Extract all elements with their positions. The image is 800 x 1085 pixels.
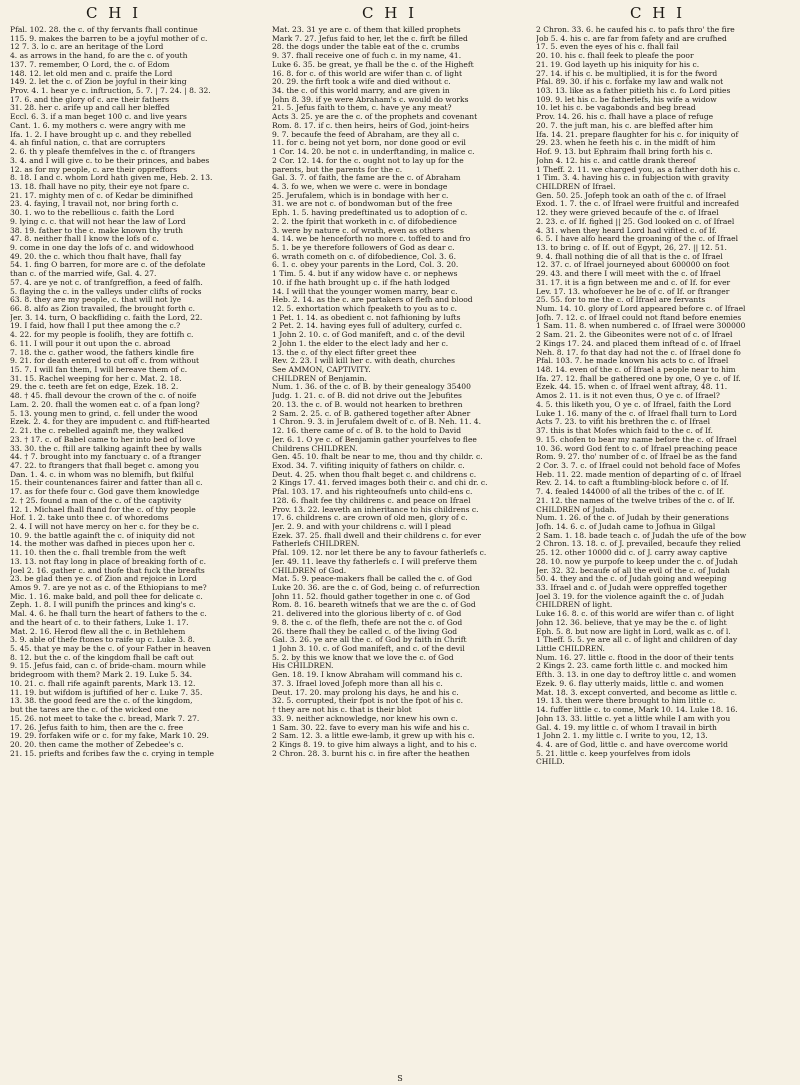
concordance-line: than c. of the married wife, Gal. 4. 27. bbox=[10, 270, 157, 279]
concordance-line: Eccl. 6. 3. if a man beget 100 c. and live years bbox=[10, 113, 187, 122]
concordance-line: 14. the mother was dafhed in pieces upon her c. bbox=[10, 540, 195, 549]
concordance-line: Pfal. 102. 28. the c. of thy fervants fhall continue bbox=[10, 26, 198, 34]
concordance-line: Deut. 4. 25. when thou fhalt beget c. and childrens c. bbox=[272, 470, 477, 479]
concordance-line: 2 Chron. 28. 3. burnt his c. in fire after the heathen bbox=[272, 749, 470, 758]
concordance-line: 50. 4. they and the c. of Judah going and weeping bbox=[536, 575, 727, 584]
concordance-line: 3. 4. and I will give c. to be their princes, and babes bbox=[10, 156, 210, 165]
concordance-line: Zeph. 1. 8. I will punifh the princes and king's c. bbox=[10, 601, 196, 610]
concordance-line: 21. 12. the names of the twelve tribes of the c. of If. bbox=[536, 496, 735, 505]
concordance-line: Mal. 4. 6. he fhall turn the heart of fathers to the c. bbox=[10, 610, 207, 619]
concordance-line: 15. their countenances fairer and fatter than all c. bbox=[10, 479, 203, 488]
concordance-line: 12. they were grieved becaufe of the c. of Ifrael bbox=[536, 209, 719, 218]
concordance-line: 29. 23. when he feeth his c. in the midft of him bbox=[536, 139, 716, 148]
concordance-line: Ezek. 9. 6. flay utterly maids, little c. and women bbox=[536, 679, 724, 688]
concordance-line: Pfal. 103. 7. he made known his acts to c. of Ifrael bbox=[536, 357, 729, 366]
concordance-line: 25. 12. other 10000 did c. of J. carry away captive bbox=[536, 549, 728, 558]
concordance-line: 4. 22. for my people is foolifh, they are fottifh c. bbox=[10, 331, 194, 340]
concordance-line: Efth. 3. 13. in one day to deftroy little c. and women bbox=[536, 671, 737, 680]
concordance-line: Rom. 8. 17. if c. then heirs, heirs of God, joint-heirs bbox=[272, 121, 469, 130]
concordance-line: John 12. 36. believe, that ye may be the c. of light bbox=[536, 618, 727, 627]
concordance-line: 4. 4. are of God, little c. and have overcome world bbox=[536, 740, 728, 749]
concordance-line: 2 Kings 17. 24. and placed them inftead of c. of Ifrael bbox=[536, 339, 741, 348]
concordance-line: Gal. 4. 19. my little c. of whom I travail in birth bbox=[536, 723, 717, 732]
concordance-line: 1 Tim. 3. 4. having his c. in fubjection with gravity bbox=[536, 174, 730, 183]
concordance-line: 1 John 2. 10. c. of God manifeft, and c. of the devil bbox=[272, 331, 465, 340]
concordance-line: 15. 7. I will fan them, I will bereave them of c. bbox=[10, 366, 188, 375]
concordance-line: Jer. 6. 1. O ye c. of Benjamin gather yourfelves to flee bbox=[272, 435, 477, 444]
concordance-line: 8. 12. but the c. of the kingdom fhall be caft out bbox=[10, 653, 194, 662]
concordance-line: 1 John 3. 10. c. of God manifeft, and c. of the devil bbox=[272, 645, 465, 654]
concordance-line: 149. 2. let the c. of Zion be joyful in their king bbox=[10, 78, 187, 87]
concordance-line: Prov. 4. 1. hear ye c. inftruction, 5. 7. | 7. 24. | 8. 32. bbox=[10, 87, 211, 96]
concordance-line: See AMMON, CAPTIVITY. bbox=[272, 366, 371, 375]
concordance-line: Num. 14. 10. glory of Lord appeared before c. of Ifrael bbox=[536, 305, 746, 313]
concordance-line: 137. 7. remember, O Lord, the c. of Edom bbox=[10, 60, 170, 69]
concordance-line: Rom. 8. 16. beareth witnefs that we are the c. of God bbox=[272, 601, 476, 610]
concordance-line: 17. 6. and the glory of c. are their fathers bbox=[10, 95, 170, 104]
concordance-line: 33. 9. neither acknowledge, nor knew his own c. bbox=[272, 714, 458, 723]
concordance-line: 5. 21. little c. keep yourfelves from idols bbox=[536, 749, 691, 758]
concordance-line: † they are not his c. that is their blot bbox=[272, 706, 412, 715]
concordance-line: Ifa. 1. 2. I have brought up c. and they rebelled bbox=[10, 130, 192, 139]
concordance-line: 9. 15. Jefus faid, can c. of bride-cham. mourn while bbox=[10, 662, 206, 671]
concordance-line: 2 Pet. 2. 14. having eyes full of adultery, curfed c. bbox=[272, 322, 463, 331]
concordance-line: Ifa. 27. 12. fhall be gathered one by one, O ye c. of If. bbox=[536, 374, 741, 383]
concordance-line: Rom. 9. 27. tho' number of c. of Ifrael be as the fand bbox=[536, 453, 738, 462]
concordance-line: 7. 18. the c. gather wood, the fathers kindle fire bbox=[10, 348, 195, 357]
concordance-line: CHILDREN of Benjamin. bbox=[272, 374, 367, 383]
concordance-line: 20. 29. the firft took a wife and died without c. bbox=[272, 78, 451, 87]
concordance-line: Hof. 9. 13. but Ephraim fhall bring forth his c. bbox=[536, 148, 713, 157]
column-right bbox=[536, 26, 792, 1073]
concordance-line: 5. 1. be ye therefore followers of God as dear c. bbox=[272, 243, 455, 252]
concordance-line: John 11. 52. fhould gather together in one c. of God bbox=[272, 592, 471, 601]
concordance-line: Joel 3. 19. for the violence againft the c. of Judah bbox=[536, 592, 724, 601]
concordance-line: 28. 10. now ye purpofe to keep under the c. of Judah bbox=[536, 557, 738, 566]
concordance-line: Gal. 3. 26. ye are all the c. of God by faith in Chrift bbox=[272, 636, 467, 645]
concordance-line: CHILDREN of Ifrael. bbox=[536, 182, 616, 191]
concordance-line: Pfal. 109. 12. nor let there be any to favour fatherlefs c. bbox=[272, 549, 487, 558]
concordance-line: Eph. 1. 5. having predeftinated us to adoption of c. bbox=[272, 209, 468, 218]
concordance-line: 34. the c. of this world marry, and are given in bbox=[272, 87, 450, 96]
concordance-line: 2. 2. the fpirit that worketh in c. of difobedience bbox=[272, 217, 457, 226]
concordance-line: Eph. 5. 8. but now are light in Lord, walk as c. of l. bbox=[536, 627, 731, 636]
concordance-line: 2 Chron. 13. 18. c. of J. prevailed, becaufe they relied bbox=[536, 540, 741, 549]
concordance-line: Ifa. 14. 21. prepare flaughter for his c. for iniquity of bbox=[536, 130, 739, 139]
concordance-line: 2. 6. th y pleafe themfelves in the c. of ftrangers bbox=[10, 148, 195, 157]
concordance-line: 23. 4. faying, I travail not, nor bring forth c. bbox=[10, 200, 179, 209]
concordance-line: 19. 29. forfaken wife or c. for my fake, Mark 10. 29. bbox=[10, 732, 209, 741]
concordance-line: Jofh. 7. 12. c. of Ifrael could not ftand before enemies bbox=[536, 313, 742, 322]
header-center: C H I bbox=[362, 4, 418, 22]
concordance-line: CHILD. bbox=[536, 758, 565, 767]
concordance-line: 31. 28. her c. arife up and call her bleffed bbox=[10, 104, 170, 113]
concordance-line: 19. I faid, how fhall I put thee among the c.? bbox=[10, 322, 181, 331]
concordance-line: Amos 2. 11. is it not even thus, O ye c. of Ifrael? bbox=[536, 392, 720, 401]
concordance-line: 11. 10. then the c. fhall tremble from the weft bbox=[10, 549, 186, 558]
concordance-line: 8. 18. I and c. whom Lord hath given me, Heb. 2. 13. bbox=[10, 174, 213, 183]
concordance-line: 37. this is that Mofes which faid to the c. of If. bbox=[536, 427, 713, 436]
concordance-line: Luke 16. 8. c. of this world are wifer than c. of light bbox=[536, 610, 734, 619]
concordance-line: 6. 11. I will pour it out upon the c. abroad bbox=[10, 339, 171, 348]
concordance-line: 12 7. 3. lo c. are an heritage of the Lord bbox=[10, 43, 164, 52]
concordance-line: Mat. 5. 9. peace-makers fhall be called the c. of God bbox=[272, 575, 473, 584]
concordance-line: Exod. 1. 7. the c. of Ifrael were fruitful and increafed bbox=[536, 200, 740, 209]
concordance-line: 2 Sam. 12. 3. a little ewe-lamb, it grew up with his c. bbox=[272, 732, 475, 741]
concordance-line: Jer. 2. 9. and with your childrens c. will I plead bbox=[272, 522, 452, 531]
concordance-line: 20. 13. the c. of B. would not hearken to brethren bbox=[272, 400, 463, 409]
concordance-line: 7. 4. fealed 144000 of all the tribes of the c. of If. bbox=[536, 488, 725, 497]
concordance-line: 13. the c. of thy elect fifter greet thee bbox=[272, 348, 417, 357]
concordance-line: 2 Cor. 12. 14. for the c. ought not to lay up for the bbox=[272, 156, 464, 165]
concordance-line: 9. 4. fhall nothing die of all that is the c. of Ifrael bbox=[536, 252, 723, 261]
concordance-line: 11. 19. but wifdom is juftified of her c. Luke 7. 35. bbox=[10, 688, 203, 697]
concordance-line: 27. 14. if his c. be multiplied, it is for the fword bbox=[536, 69, 718, 78]
concordance-line: 29. the c. teeth are fet on edge, Ezek. 18. 2. bbox=[10, 383, 179, 392]
concordance-line: 54. 1. fing O barren, for more are c. of the defolate bbox=[10, 261, 206, 270]
concordance-line: 25. 55. for to me the c. of Ifrael are fervants bbox=[536, 296, 706, 305]
concordance-line: 128. 6. fhalt fee thy childrens c. and peace on Ifrael bbox=[272, 496, 471, 505]
concordance-line: Little CHILDREN. bbox=[536, 645, 605, 654]
concordance-line: 16. 8. for c. of this world are wifer than c. of light bbox=[272, 69, 463, 78]
concordance-line: 109. 9. let his c. be fatherlefs, his wife a widow bbox=[536, 95, 717, 104]
concordance-line: Jer. 32. 32. becaufe of all the evil of the c. of Judah bbox=[536, 566, 730, 575]
concordance-line: Ezek. 2. 4. for they are impudent c. and ftiff-hearted bbox=[10, 418, 210, 427]
concordance-line: 10. 21. c. fhall rife againft parents, Mark 13. 12. bbox=[10, 679, 196, 688]
concordance-line: Heb. 11. 22. made mention of departing of c. of Ifrael bbox=[536, 470, 742, 479]
concordance-line: CHILDREN of Judah. bbox=[536, 505, 617, 514]
concordance-line: 4. as arrows in the hand, fo are the c. of youth bbox=[10, 52, 188, 61]
concordance-line: 31. 15. Rachel weeping for her c. Mat. 2. 18. bbox=[10, 374, 182, 383]
concordance-line: Mat. 18. 3. except converted, and become as little c. bbox=[536, 688, 738, 697]
concordance-line: 13. to bring c. of If. out of Egypt, 26, 27. || 12. 51. bbox=[536, 243, 727, 252]
concordance-line: 38. 19. father to the c. make known thy truth bbox=[10, 226, 183, 235]
concordance-line: 5. 13. young men to grind, c. fell under the wood bbox=[10, 409, 198, 418]
concordance-line: 20. 20. then came the mother of Zebedee's c. bbox=[10, 740, 184, 749]
concordance-line: 66. 8. alfo as Zion travailed, fhe brought forth c. bbox=[10, 305, 196, 313]
concordance-line: Num. 1. 26. of the c. of Judah by their generations bbox=[536, 514, 729, 523]
concordance-line: Rev. 2. 14. to caft a ftumbling-block before c. of If. bbox=[536, 479, 729, 488]
concordance-line: 10. 9. the battle againft the c. of iniquity did not bbox=[10, 531, 195, 540]
concordance-line: Num. 1. 36. of the c. of B. by their genealogy 35400 bbox=[272, 383, 471, 392]
concordance-line: Judg. 1. 21. c. of B. did not drive out the Jebufites bbox=[272, 392, 462, 401]
concordance-line: 17. 6. childrens c. are crown of old men, glory of c. bbox=[272, 514, 468, 523]
concordance-line: 9. lying c. c. that will not hear the law of Lord bbox=[10, 217, 186, 226]
concordance-line: 4. 3. fo we, when we were c. were in bondage bbox=[272, 182, 448, 191]
concordance-line: CHILDREN of God. bbox=[272, 566, 347, 575]
concordance-line: 2. 21. the c. rebelled againft me, they walked bbox=[10, 427, 184, 436]
concordance-line: 1 Theff. 5. 5. ye are all c. of light and children of day bbox=[536, 636, 738, 645]
concordance-line: Fatherlefs CHILDREN. bbox=[272, 540, 360, 549]
concordance-line: Amos 9. 7. are ye not as c. of the Ethiopians to me? bbox=[10, 584, 207, 592]
concordance-line: 21. 5. Jefus faith to them, c. have ye any meat? bbox=[272, 104, 452, 113]
concordance-line: 20. 7. the juft man, his c. are bleffed after him bbox=[536, 121, 714, 130]
concordance-line: Cant. 1. 6. my mothers c. were angry with me bbox=[10, 121, 186, 130]
concordance-line: 21. 17. mighty men of c. of Kedar be diminifhed bbox=[10, 191, 194, 200]
concordance-line: Gen. 45. 10. fhalt be near to me, thou and thy childr. c. bbox=[272, 453, 483, 462]
column-left bbox=[10, 26, 264, 1073]
concordance-line: 5. 2. by this we know that we love the c. of God bbox=[272, 653, 454, 662]
concordance-line: 30. 1. wo to the rebellious c. faith the Lord bbox=[10, 209, 175, 218]
concordance-line: 1 Chron. 9. 3. in Jerufalem dwelt of c. of B. Neh. 11. 4. bbox=[272, 418, 481, 427]
concordance-line: 33. Ifrael and c. of Judah were oppreffed together bbox=[536, 584, 727, 592]
concordance-line: 49. 20. the c. which thou fhalt have, fhall fay bbox=[10, 252, 182, 261]
concordance-line: 1 Sam. 11. 8. when numbered c. of Ifrael were 300000 bbox=[536, 322, 746, 331]
concordance-line: 25. Jerufalem, which is in bondage with her c. bbox=[272, 191, 449, 200]
concordance-line: Ezek. 44. 15. when c. of Ifrael went aftray, 48. 11. bbox=[536, 383, 728, 392]
concordance-line: 47. 8. neither fhall I know the lofs of c. bbox=[10, 235, 159, 244]
concordance-line: 9. 7. becaufe the feed of Abraham, are they all c. bbox=[272, 130, 460, 139]
concordance-line: 44. † 7. brought into my fanctuary c. of a ftranger bbox=[10, 453, 201, 462]
concordance-line: 4. 5. this liketh you, O ye c. of Ifrael, faith the Lord bbox=[536, 400, 732, 409]
concordance-line: 23. † 17. c. of Babel came to her into bed of love bbox=[10, 435, 196, 444]
signature-mark: S bbox=[397, 1074, 403, 1083]
concordance-line: 3. 9. able of thefe ftones to raife up c. Luke 3. 8. bbox=[10, 636, 195, 645]
concordance-line: 2 Sam. 2. 25. c. of B. gathered together after Abner bbox=[272, 409, 471, 418]
concordance-line: 10. if fhe hath brought up c. if fhe hath lodged bbox=[272, 278, 450, 287]
concordance-line: 15. 26. not meet to take the c. bread, Mark 7. 27. bbox=[10, 714, 200, 723]
concordance-line: 6. 5. I have alfo heard the groaning of the c. of Ifrael bbox=[536, 235, 739, 244]
concordance-line: Rev. 2. 23. I will kill her c. with death, churches bbox=[272, 357, 456, 366]
concordance-line: 32. 5. corrupted, their fpot is not the fpot of his c. bbox=[272, 697, 463, 706]
concordance-line: 2 Kings 2. 23. came forth little c. and mocked him bbox=[536, 662, 728, 671]
concordance-line: 12. 37. c. of Ifrael journeyed about 600000 on foot bbox=[536, 261, 730, 270]
concordance-line: 17. as for thefe four c. God gave them knowledge bbox=[10, 488, 200, 497]
concordance-line: Gen. 50. 25. Jofeph took an oath of the c. of Ifrael bbox=[536, 191, 727, 200]
concordance-line: 4. ah finful nation, c. that are corrupters bbox=[10, 139, 166, 148]
concordance-line: 21. 15. priefts and fcribes faw the c. crying in temple bbox=[10, 749, 214, 758]
concordance-line: 5. 45. that ye may be the c. of your Father in heaven bbox=[10, 645, 211, 654]
concordance-line: 12. as for my people, c. are their oppreffors bbox=[10, 165, 178, 174]
concordance-line: 9. come in one day the lofs of c. and widowhood bbox=[10, 243, 194, 252]
concordance-line: Job 5. 4. his c. are far from fafety and are crufhed bbox=[536, 34, 727, 43]
concordance-line: Acts 3. 25. ye are the c. of the prophets and covenant bbox=[272, 113, 478, 122]
concordance-line: 21. delivered into the glorious liberty of c. of God bbox=[272, 610, 462, 619]
concordance-line: Lam. 2. 20. fhall the women eat c. of a fpan long? bbox=[10, 400, 200, 409]
concordance-line: 23. be glad then ye c. of Zion and rejoice in Lord bbox=[10, 575, 197, 584]
concordance-line: 148. 12. let old men and c. praife the Lord bbox=[10, 69, 173, 78]
concordance-line: 2. † 25. found a man of the c. of the captivity bbox=[10, 496, 182, 505]
concordance-line: 31. 17. it is a fign between me and c. of If. for ever bbox=[536, 278, 731, 287]
concordance-line: 4. 14. we be henceforth no more c. toffed to and fro bbox=[272, 235, 471, 244]
concordance-line: Jer. 3. 14. turn, O backfliding c. faith the Lord, 22. bbox=[10, 313, 203, 322]
concordance-line: 37. 3. Ifrael loved Jofeph more than all his c. bbox=[272, 679, 443, 688]
concordance-line: Mic. 1. 16. make bald, and poll thee for delicate c. bbox=[10, 592, 203, 601]
concordance-line: 57. 4. are ye not c. of tranfgreffion, a feed of falfh. bbox=[10, 278, 203, 287]
concordance-line: Mark 7. 27. Jefus faid to her, let the c. firft be filled bbox=[272, 34, 468, 43]
concordance-line: 10. let his c. be vagabonds and beg bread bbox=[536, 104, 696, 113]
header-right: C H I bbox=[630, 4, 686, 22]
concordance-line: CHILDREN of light. bbox=[536, 601, 613, 610]
concordance-line: 148. 14. even of the c. of Ifrael a people near to him bbox=[536, 366, 736, 375]
concordance-line: 1 Cor. 14. 20. be not c. in underftanding, in malice c. bbox=[272, 148, 475, 157]
concordance-line: Deut. 17. 20. may prolong his days, he and his c. bbox=[272, 688, 459, 697]
concordance-line: 9. 21. for death entered to cut off c. from without bbox=[10, 357, 200, 366]
concordance-line: Jofh. 14. 6. c. of Judah came to Jofhua in Gilgal bbox=[536, 522, 716, 531]
running-header bbox=[0, 4, 800, 26]
concordance-line: John 13. 33. little c. yet a little while I am with you bbox=[536, 714, 731, 723]
concordance-line: Childrens CHILDREN. bbox=[272, 444, 358, 453]
concordance-line: 2 Kings 8. 19. to give him always a light, and to his c. bbox=[272, 740, 477, 749]
concordance-line: His CHILDREN. bbox=[272, 662, 334, 671]
concordance-line: 6. 1. c. obey your parents in the Lord, Col. 3. 20. bbox=[272, 261, 459, 270]
concordance-line: 13. 13. not ftay long in place of breaking forth of c. bbox=[10, 557, 206, 566]
concordance-line: but the tares are the c. of the wicked one bbox=[10, 706, 169, 715]
concordance-line: 26. there fhall they be called c. of the living God bbox=[272, 627, 458, 636]
concordance-line: Lev. 17. 13. whofoever he be of c. of If. or ftranger bbox=[536, 287, 730, 296]
concordance-line: 103. 13. like as a father pitieth his c. fo Lord pities bbox=[536, 87, 731, 96]
concordance-line: Ezek. 37. 25. fhall dwell and their childrens c. for ever bbox=[272, 531, 481, 540]
concordance-line: Luke 1. 16. many of the c. of Ifrael fhall turn to Lord bbox=[536, 409, 738, 418]
concordance-line: 19. 13. then were there brought to him little c. bbox=[536, 697, 716, 706]
concordance-line: Pfal. 103. 17. and his righteoufnefs unto child-ens c. bbox=[272, 488, 473, 497]
concordance-line: 10. 36. word God fent to c. of Ifrael preaching peace bbox=[536, 444, 738, 453]
concordance-line: John 8. 39. if ye were Abraham's c. would do works bbox=[272, 95, 469, 104]
concordance-line: 9. 15. chofen to bear my name before the c. of Ifrael bbox=[536, 435, 737, 444]
concordance-line: 9. 8. the c. of the flefh, thefe are not the c. of God bbox=[272, 618, 463, 627]
concordance-line: 47. 22. to ftrangers that fhall beget c. among you bbox=[10, 461, 199, 470]
concordance-line: Acts 7. 23. to vifit his brethren the c. of Ifrael bbox=[536, 418, 711, 427]
concordance-line: 13. 18. fhall have no pity, their eye not fpare c. bbox=[10, 182, 190, 191]
concordance-line: Exod. 34. 7. vifiting iniquity of fathers on childr. c. bbox=[272, 461, 465, 470]
concordance-line: 21. 19. God layeth up his iniquity for his c. bbox=[536, 60, 700, 69]
concordance-line: John 4. 12. his c. and cattle drank thereof bbox=[536, 156, 696, 165]
concordance-line: 2 Sam. 21. 2. the Gibeonites were not of c. of Ifrael bbox=[536, 331, 733, 340]
concordance-line: 6. wrath cometh on c. of difobedience, Col. 3. 6. bbox=[272, 252, 456, 261]
concordance-line: 2 Chron. 33. 6. he caufed his c. to pafs thro' the fire bbox=[536, 26, 735, 34]
concordance-line: and the heart of c. to their fathers, Luke 1. 17. bbox=[10, 618, 189, 627]
concordance-line: 1 Pet. 1. 14. as obedient c. not fafhioning by lufts bbox=[272, 313, 461, 322]
concordance-line: Prov. 13. 22. leaveth an inheritance to his childrens c. bbox=[272, 505, 479, 514]
concordance-line: bridegroom with them? Mark 2. 19. Luke 5. 34. bbox=[10, 671, 193, 680]
concordance-line: Hof. 1. 2. take unto thee c. of whoredoms bbox=[10, 514, 169, 523]
concordance-line: 17. 5. even the eyes of his c. fhall fail bbox=[536, 43, 679, 52]
concordance-line: 1 Sam. 30. 22. fave to every man his wife and his c. bbox=[272, 723, 470, 732]
concordance-line: 11. for c. being not yet born, nor done good or evil bbox=[272, 139, 466, 148]
concordance-line: 12. 5. exhortation which fpeaketh to you as to c. bbox=[272, 305, 458, 313]
concordance-line: 14. I will that the younger women marry, bear c. bbox=[272, 287, 458, 296]
concordance-line: 33. 30. the c. ftill are talking againft thee by walls bbox=[10, 444, 202, 453]
concordance-line: 2 John 1. the elder to the elect lady and her c. bbox=[272, 339, 449, 348]
concordance-line: Luke 20. 36. are the c. of God, being c. of refurrection bbox=[272, 584, 480, 592]
concordance-line: Heb. 2. 14. as the c. are partakers of flefh and blood bbox=[272, 296, 473, 305]
concordance-line: 14. fuffer little c. to come, Mark 10. 14. Luke 18. 16. bbox=[536, 706, 738, 715]
concordance-line: 4. 31. when they heard Lord had vifited c. of If. bbox=[536, 226, 717, 235]
concordance-line: 29. 43. and there I will meet with the c. of Ifrael bbox=[536, 270, 721, 279]
concordance-line: 63. 8. they are my people, c. that will not lye bbox=[10, 296, 182, 305]
concordance-line: 48. † 45. fhall devour the crown of the c. of noife bbox=[10, 392, 197, 401]
concordance-line: Mat. 2. 16. Herod flew all the c. in Bethlehem bbox=[10, 627, 186, 636]
concordance-line: 28. the dogs under the table eat of the c. crumbs bbox=[272, 43, 460, 52]
concordance-line: Gen. 18. 19. I know Abraham will command his c. bbox=[272, 671, 463, 680]
concordance-line: 2 Sam. 1. 18. bade teach c. of Judah the ufe of the bow bbox=[536, 531, 747, 540]
concordance-line: Mat. 23. 31 ye are c. of them that killed prophets bbox=[272, 26, 461, 34]
concordance-line: Gal. 3. 7. of faith, the fame are the c. of Abraham bbox=[272, 174, 461, 183]
concordance-line: 2. 23. c. of If. fighed || 25. God looked on c. of Ifrael bbox=[536, 217, 735, 226]
concordance-line: 5. flaying the c. in the valleys under clifts of rocks bbox=[10, 287, 202, 296]
concordance-line: 1 Theff. 2. 11. we charged you, as a father doth his c. bbox=[536, 165, 741, 174]
header-left: C H I bbox=[86, 4, 142, 22]
column-middle bbox=[272, 26, 527, 1073]
concordance-line: 20. 10. his c. fhall feek to pleafe the poor bbox=[536, 52, 694, 61]
concordance-line: 13. 38. the good feed are the c. of the kingdom, bbox=[10, 697, 193, 706]
concordance-line: 12. 1. Michael fhall ftand for the c. of thy people bbox=[10, 505, 196, 514]
concordance-line: Prov. 14. 26. his c. fhall have a place of refuge bbox=[536, 113, 714, 122]
concordance-line: 31. we are not c. of bondwoman but of the free bbox=[272, 200, 453, 209]
concordance-line: Dan. 1. 4. c. in whom was no blemifh, but fkilful bbox=[10, 470, 194, 479]
concordance-line: 12. 16. there came of c. of B. to the hold to David bbox=[272, 427, 462, 436]
concordance-line: Joel 2. 16. gather c. and thofe that fuck the breafts bbox=[10, 566, 205, 575]
concordance-line: 9. 37. fhall receive one of fuch c. in my name, 41. bbox=[272, 52, 462, 61]
concordance-line: Num. 16. 27. little c. ftood in the door of their tents bbox=[536, 653, 734, 662]
concordance-line: Luke 6. 35. be great, ye fhall be the c. of the Higheft bbox=[272, 60, 474, 69]
concordance-line: 17. 26. Jefus faith to him, then are the c. free bbox=[10, 723, 184, 732]
concordance-line: Jer. 49. 11. leave thy fatherlefs c. I will preferve them bbox=[272, 557, 478, 566]
concordance-line: 1 Tim. 5. 4. but if any widow have c. or nephews bbox=[272, 270, 458, 279]
concordance-line: Neh. 8. 17. fo that day had not the c. of Ifrael done fo bbox=[536, 348, 741, 357]
concordance-line: 2 Kings 17. 41. ferved images both their c. and chi dr. c. bbox=[272, 479, 488, 488]
concordance-line: parents, but the parents for the c. bbox=[272, 165, 403, 174]
concordance-line: 3. were by nature c. of wrath, even as others bbox=[272, 226, 444, 235]
concordance-line: 1 John 2. 1. my little c. I write to you, 12, 13. bbox=[536, 732, 708, 741]
concordance-line: 115. 9. makes the barren to be a joyful mother of c. bbox=[10, 34, 208, 43]
concordance-line: Pfal. 89. 30. if his c. forfake my law and walk not bbox=[536, 78, 724, 87]
concordance-line: 2. 4. I will not have mercy on her c. for they be c. bbox=[10, 522, 199, 531]
concordance-line: 2 Cor. 3. 7. c. of Ifrael could not behold face of Mofes bbox=[536, 461, 741, 470]
